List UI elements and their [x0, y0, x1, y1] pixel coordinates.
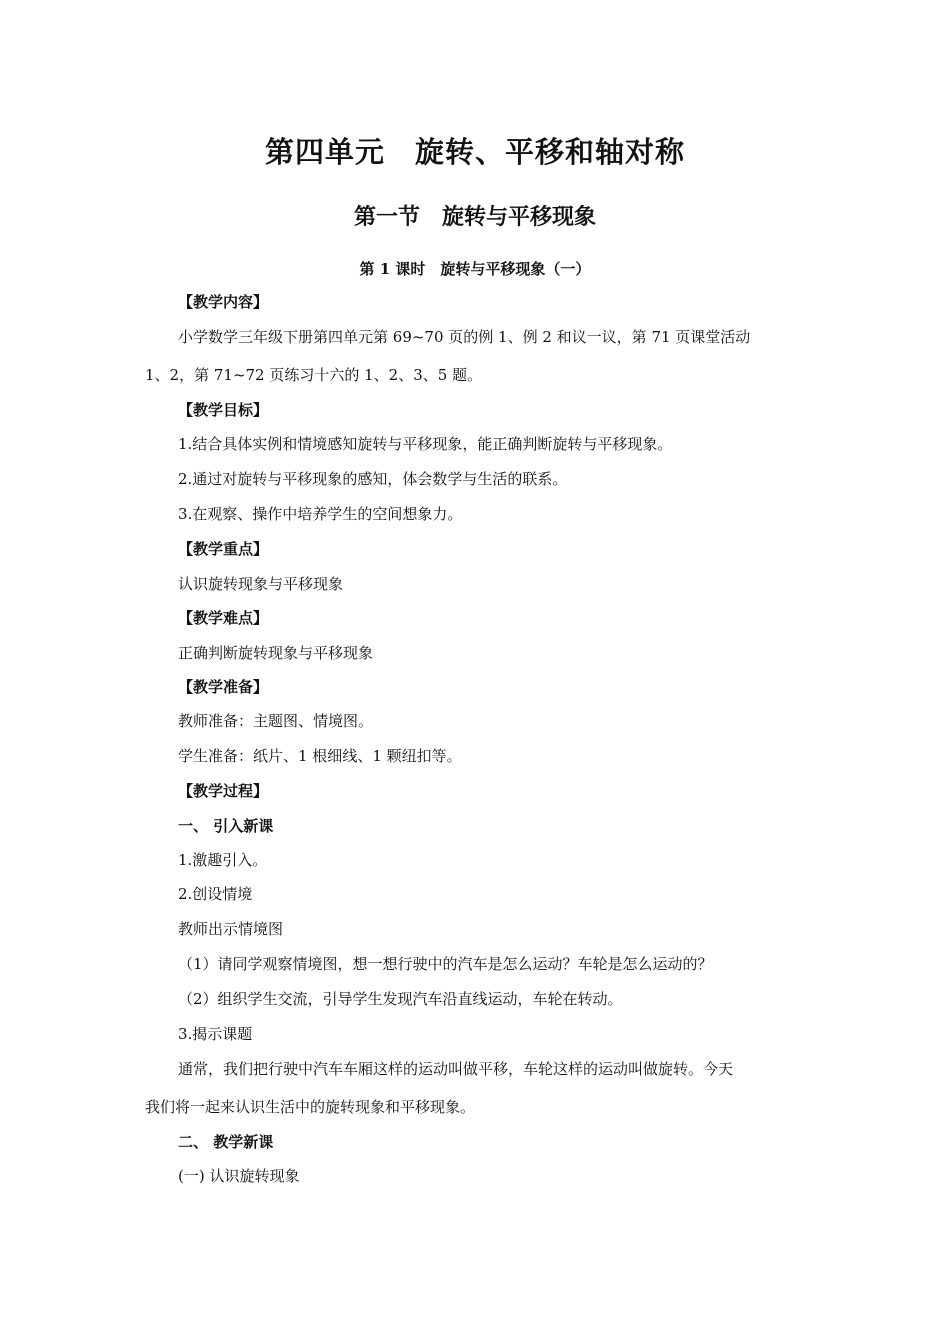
- part2-heading: 二、 教学新课: [178, 1133, 274, 1151]
- goals-heading: 【教学目标】: [178, 401, 269, 419]
- prep-heading: 【教学准备】: [178, 678, 269, 696]
- goal-2: 2.通过对旋转与平移现象的感知，体会数学与生活的联系。: [178, 470, 568, 488]
- reveal-line-1: 通常，我们把行驶中汽车车厢这样的运动叫做平移，车轮这样的运动叫做旋转。今天: [178, 1060, 734, 1078]
- difficulty-text: 正确判断旋转现象与平移现象: [178, 644, 374, 662]
- sub1-heading: (一) 认识旋转现象: [178, 1167, 300, 1185]
- part1-heading: 一、 引入新课: [178, 817, 274, 835]
- content-line-2: 1、2，第 71~72 页练习十六的 1、2、3、5 题。: [145, 366, 483, 384]
- question-1: （1）请同学观察情境图，想一想行驶中的汽车是怎么运动？车轮是怎么运动的？: [178, 955, 713, 973]
- prep-student: 学生准备：纸片、1 根细线、1 颗纽扣等。: [178, 747, 462, 765]
- process-heading: 【教学过程】: [178, 782, 269, 800]
- content-line-1: 小学数学三年级下册第四单元第 69~70 页的例 1、例 2 和议一议，第 71 页课堂活动: [178, 328, 751, 346]
- unit-title: 第四单元 旋转、平移和轴对称: [264, 135, 685, 169]
- key-heading: 【教学重点】: [178, 540, 269, 558]
- key-text: 认识旋转现象与平移现象: [178, 575, 344, 593]
- step-1: 1.激趣引入。: [178, 851, 268, 869]
- content-heading: 【教学内容】: [178, 293, 269, 311]
- prep-teacher: 教师准备：主题图、情境图。: [178, 712, 374, 730]
- lesson-title: 第 1 课时 旋转与平移现象（一）: [359, 260, 591, 278]
- section-title: 第一节 旋转与平移现象: [353, 204, 596, 230]
- reveal-line-2: 我们将一起来认识生活中的旋转现象和平移现象。: [145, 1098, 476, 1116]
- goal-1: 1.结合具体实例和情境感知旋转与平移现象，能正确判断旋转与平移现象。: [178, 435, 673, 453]
- difficulty-heading: 【教学难点】: [178, 609, 269, 627]
- goal-3: 3.在观察、操作中培养学生的空间想象力。: [178, 505, 463, 523]
- step-3: 3.揭示课题: [178, 1025, 253, 1043]
- step-2-text: 教师出示情境图: [178, 920, 284, 938]
- question-2: （2）组织学生交流，引导学生发现汽车沿直线运动，车轮在转动。: [178, 990, 623, 1008]
- step-2: 2.创设情境: [178, 885, 253, 903]
